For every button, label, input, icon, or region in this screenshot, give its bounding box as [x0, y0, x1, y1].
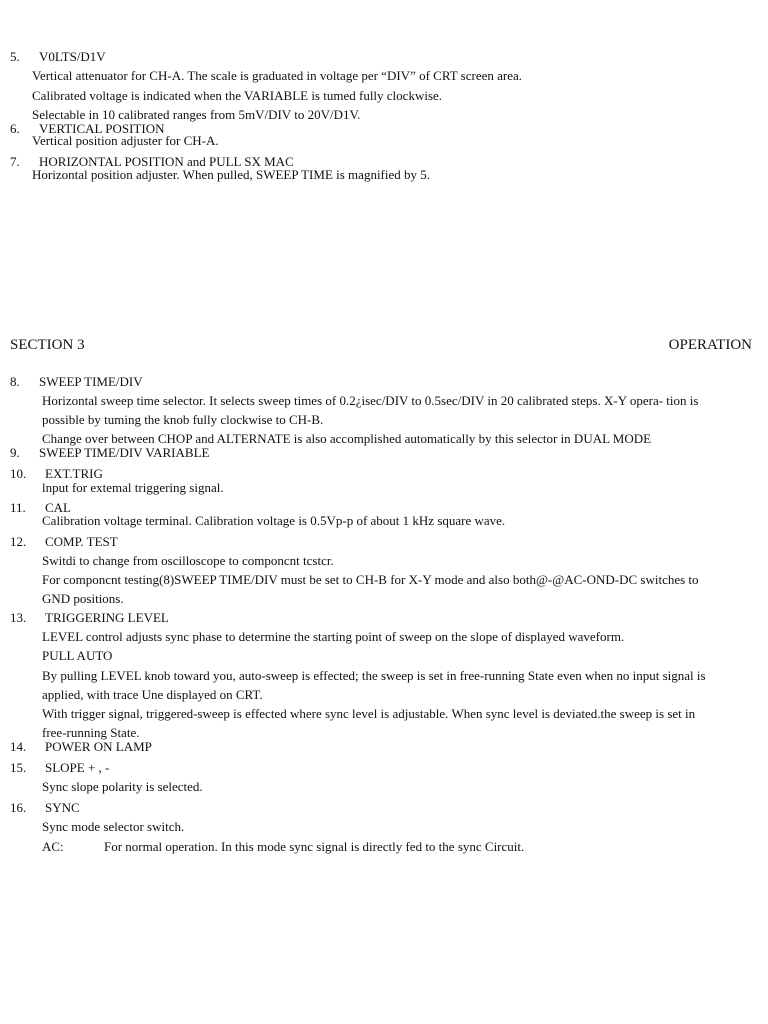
item-8-number: 8. — [10, 374, 20, 389]
item-5-number: 5. — [10, 49, 20, 64]
item-12-line-3: GND positions. — [42, 591, 124, 606]
item-14-title: POWER ON LAMP — [45, 739, 152, 754]
item-11-number: 11. — [10, 500, 26, 515]
sync-ac-label: AC: — [42, 839, 64, 854]
item-16-title: SYNC — [45, 800, 80, 815]
item-5-title: V0LTS/D1V — [39, 49, 106, 64]
item-6-number: 6. — [10, 121, 20, 136]
item-7-number: 7. — [10, 154, 20, 169]
item-13-line-4: applied, with trace Une displayed on CRT. — [42, 687, 263, 702]
item-7-title: HORIZONTAL POSITION and PULL SX MAC — [39, 154, 294, 169]
item-6-line-1: Vertical position adjuster for CH-A. — [32, 133, 219, 148]
item-11-title: CAL — [45, 500, 71, 515]
item-8-title: SWEEP TIME/DIV — [39, 374, 143, 389]
item-13-line-2: PULL AUTO — [42, 648, 113, 663]
item-16-line-1: Sync mode selector switch. — [42, 819, 185, 834]
item-10-line-1: lnput for extemal triggering signal. — [42, 480, 224, 495]
item-8-line-2: possible by tuming the knob fully clockwise to CH-B. — [42, 412, 324, 427]
item-15-number: 15. — [10, 760, 27, 775]
item-12-title: COMP. TEST — [45, 534, 118, 549]
item-12-number: 12. — [10, 534, 27, 549]
item-13-line-5: With trigger signal, triggered-sweep is effected where sync level is adjustable. When sync level is deviated.the sweep is set in — [42, 706, 696, 721]
item-15-title: SLOPE + , - — [45, 760, 110, 775]
section-title: OPERATION — [668, 337, 752, 353]
item-5-line-2: Calibrated voltage is indicated when the VARIABLE is tumed fully clockwise. — [32, 88, 443, 103]
item-13-title: TRIGGERING LEVEL — [45, 610, 169, 625]
item-10-title: EXT.TRIG — [45, 466, 103, 481]
item-9-title: SWEEP TIME/DIV VARIABLE — [39, 445, 210, 460]
item-5-line-1: Vertical attenuator for CH-A. The scale is graduated in voltage per “DIV” of CRT screen area. — [32, 68, 523, 83]
item-14-number: 14. — [10, 739, 27, 754]
item-11-line-1: Calibration voltage terminal. Calibration voltage is 0.5Vp-p of about 1 kHz square wave. — [42, 513, 506, 528]
sync-ac-text: For normal operation. In this mode sync signal is directly fed to the sync Circuit. — [104, 839, 525, 854]
section-label: SECTION 3 — [10, 337, 85, 353]
item-13-number: 13. — [10, 610, 27, 625]
item-13-line-6: free-running State. — [42, 725, 140, 740]
item-9-number: 9. — [10, 445, 20, 460]
item-8-line-1: Horizontal sweep time selector. It selects sweep times of 0.2¿isec/DIV to 0.5sec/DIV in 20 calibrated steps. X-Y opera- tion is — [42, 393, 699, 408]
item-13-line-1: LEVEL control adjusts sync phase to determine the starting point of sweep on the slope of displayed waveform. — [42, 629, 625, 644]
item-6-title: VERTICAL POSITION — [39, 121, 165, 136]
item-8-line-3: Change over between CHOP and ALTERNATE is also accomplished automatically by this selector in DUAL MODE — [42, 431, 652, 446]
item-15-line-1: Sync slope polarity is selected. — [42, 779, 203, 794]
item-13-line-3: By pulling LEVEL knob toward you, auto-sweep is effected; the sweep is set in free-running State even when no input signal is — [42, 668, 706, 683]
item-5-line-3: Selectable in 10 calibrated ranges from 5mV/DIV to 20V/D1V. — [32, 107, 361, 122]
item-7-line-1: Horizontal position adjuster. When pulled, SWEEP TIME is magnified by 5. — [32, 167, 431, 182]
item-12-line-2: For componcnt testing(8)SWEEP TIME/DIV must be set to CH-B for X-Y mode and also both@-@AC-OND-DC switches to — [42, 572, 699, 587]
item-12-line-1: Switdi to change from oscilloscope to componcnt tcstcr. — [42, 553, 334, 568]
item-16-number: 16. — [10, 800, 27, 815]
item-10-number: 10. — [10, 466, 27, 481]
